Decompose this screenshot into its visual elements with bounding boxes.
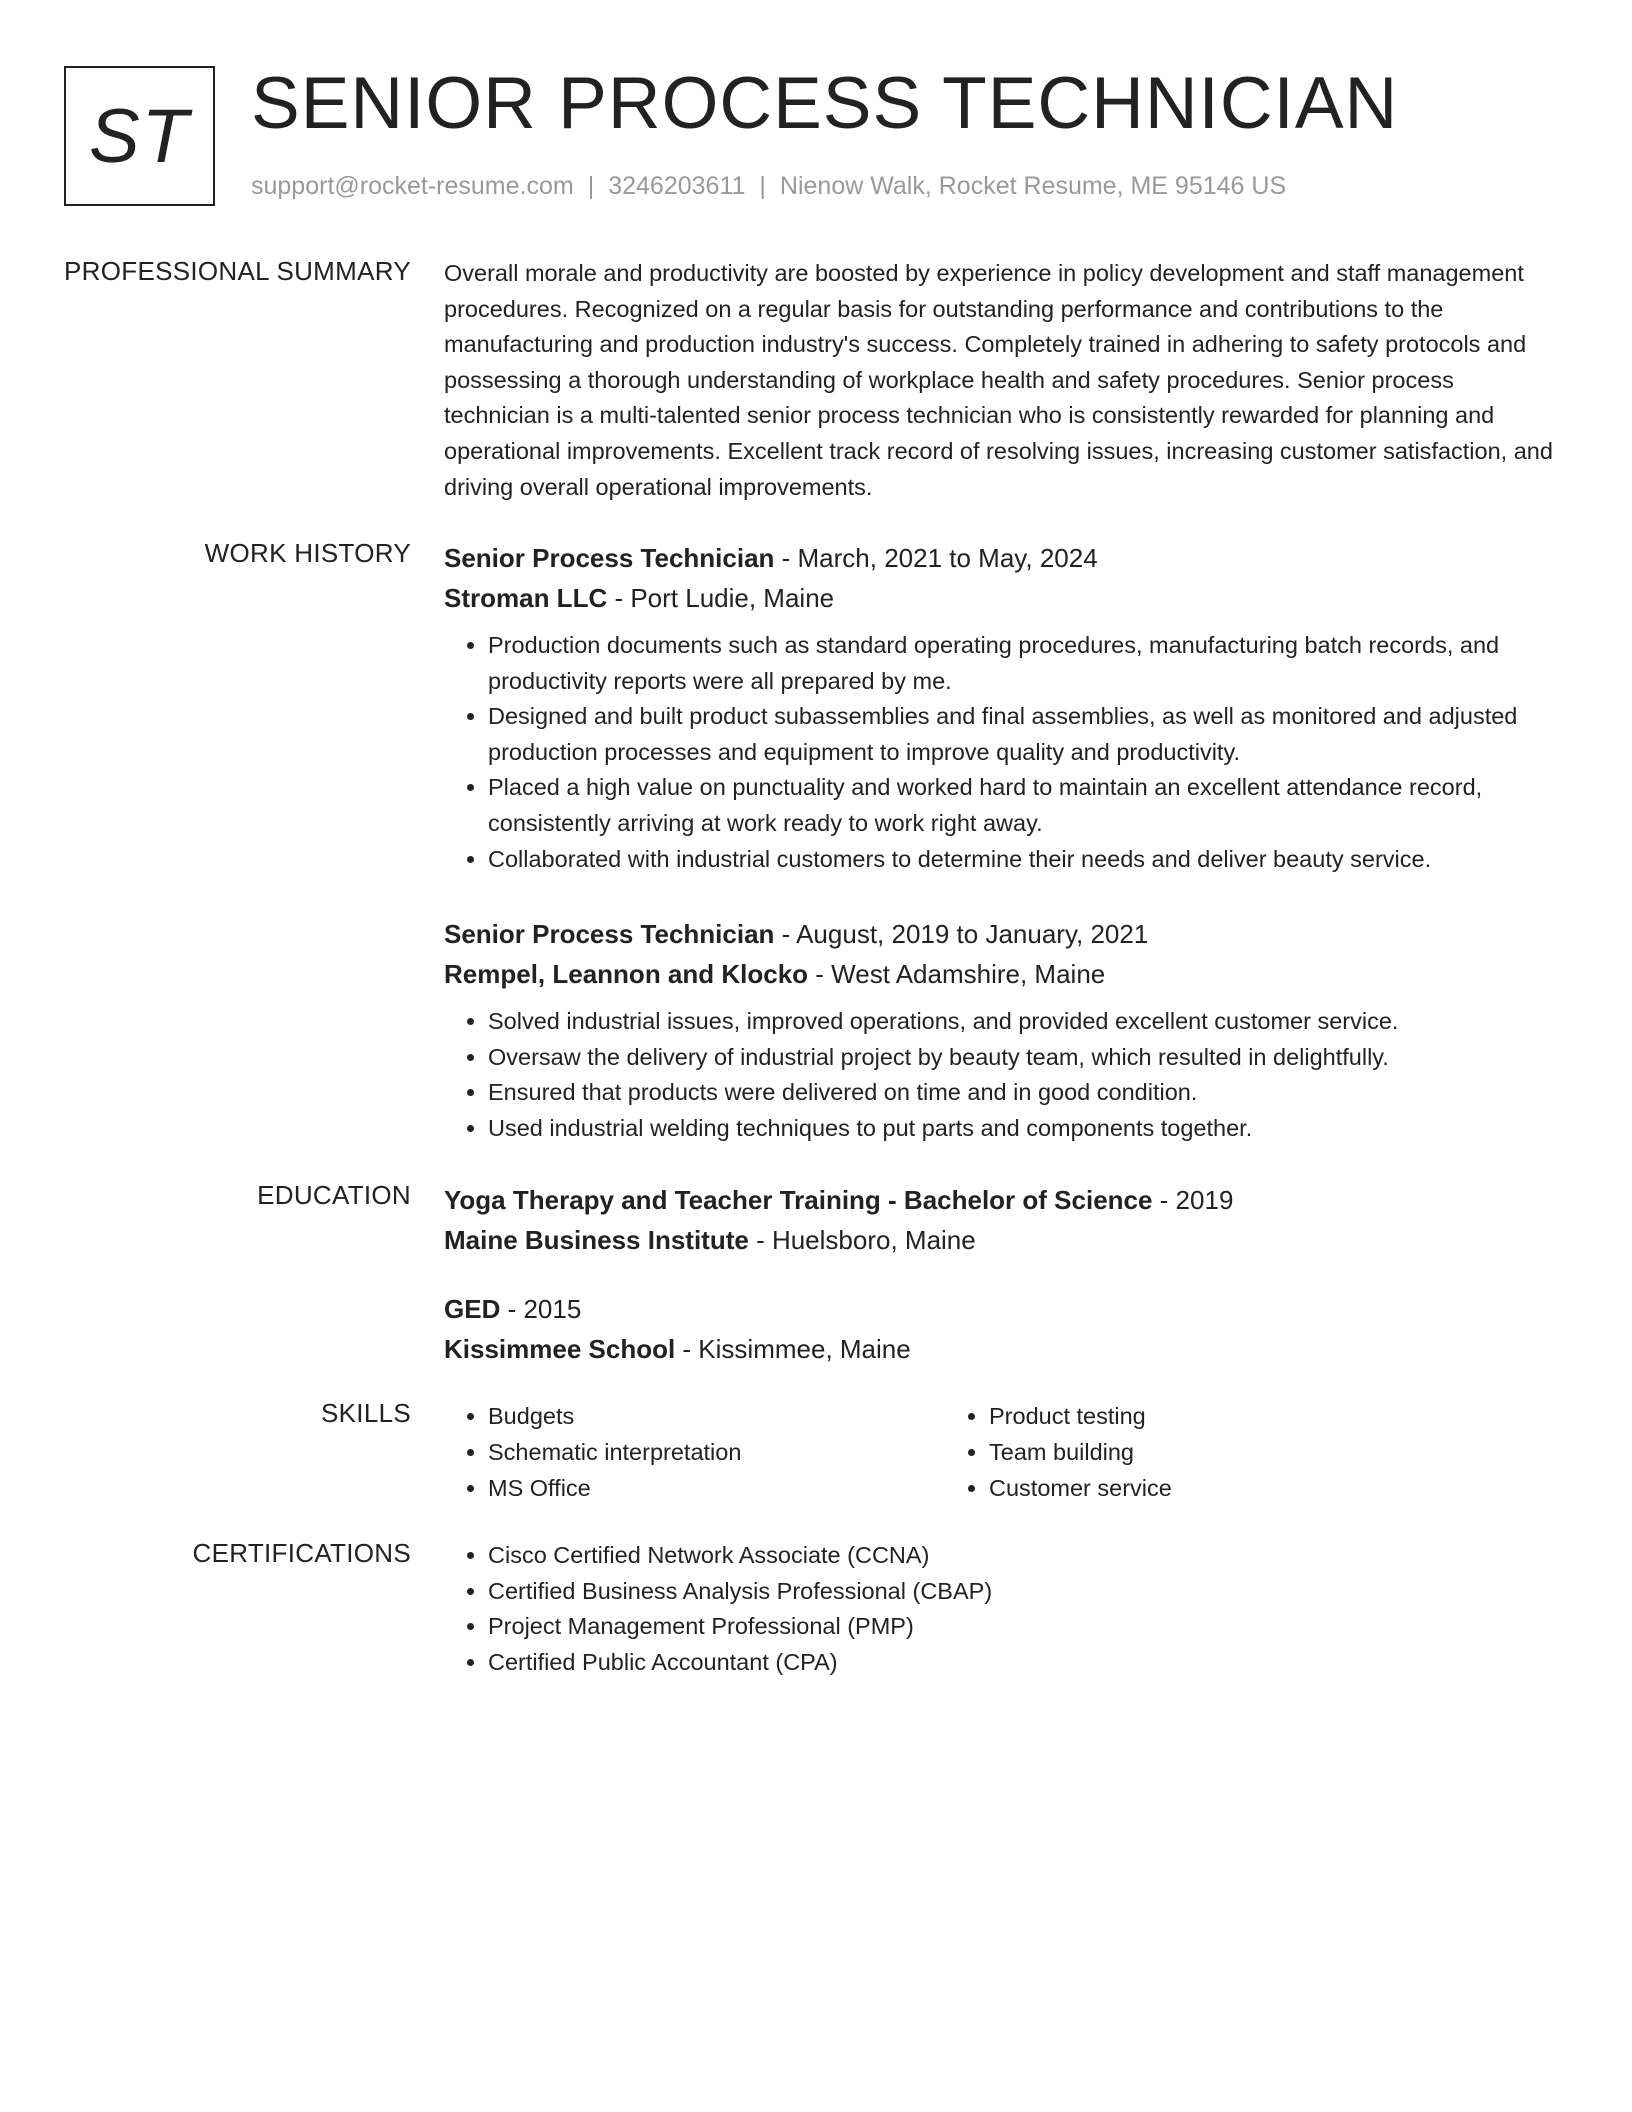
job-title: Senior Process Technician	[444, 919, 775, 949]
resume-title: SENIOR PROCESS TECHNICIAN	[251, 63, 1399, 144]
degree-line	[444, 1289, 1564, 1329]
school-line	[444, 1220, 1564, 1260]
job-company: Rempel, Leannon and Klocko	[444, 959, 809, 989]
school: Kissimmee School	[444, 1334, 676, 1364]
list-item: • Certified Public Accountant (CPA)	[488, 1645, 1564, 1681]
school-line	[444, 1329, 1564, 1369]
list-item: • Ensured that products were delivered on time and in good condition.	[488, 1075, 1564, 1111]
skills-list-left	[444, 1398, 945, 1506]
degree-line	[444, 1180, 1564, 1220]
list-item: • Cisco Certified Network Associate (CCNA)	[488, 1538, 1564, 1574]
resume-header	[64, 63, 1564, 210]
job-location: - West Adamshire, Maine	[808, 959, 1106, 989]
list-item: • Schematic interpretation	[488, 1434, 945, 1470]
education-entry	[444, 1289, 1564, 1369]
section-label-skills: SKILLS	[321, 1398, 411, 1428]
job-bullets	[444, 628, 1564, 877]
monogram-badge: ST	[64, 66, 215, 206]
list-item: • Certified Business Analysis Professional (CBAP)	[488, 1574, 1564, 1610]
list-item: • Customer service	[989, 1470, 1446, 1506]
degree: GED	[444, 1294, 501, 1324]
section-label-certifications: CERTIFICATIONS	[192, 1538, 411, 1568]
skills-columns	[444, 1398, 1564, 1506]
list-item: • Designed and built product subassemblies and final assemblies, as well as monitored and adjusted production processes and equipment to improve quality and productivity.	[488, 699, 1564, 770]
job-title-line	[444, 914, 1564, 954]
section-label-education: EDUCATION	[257, 1180, 411, 1210]
contact-separator: |	[587, 172, 595, 200]
list-item: • Oversaw the delivery of industrial project by beauty team, which resulted in delightfully.	[488, 1040, 1564, 1076]
job-entry	[444, 538, 1564, 877]
section-label-work-history: WORK HISTORY	[204, 538, 411, 568]
degree-year: - 2015	[500, 1294, 582, 1324]
list-item: • Product testing	[989, 1398, 1446, 1434]
certifications-list	[444, 1538, 1564, 1680]
job-dates: - August, 2019 to January, 2021	[774, 919, 1149, 949]
job-dates: - March, 2021 to May, 2024	[774, 543, 1098, 573]
education-entry	[444, 1180, 1564, 1260]
list-item: • Collaborated with industrial customers to determine their needs and deliver beauty service.	[488, 842, 1564, 878]
contact-email: support@rocket-resume.com	[251, 172, 574, 200]
degree: Yoga Therapy and Teacher Training - Bachelor of Science	[444, 1185, 1153, 1215]
list-item: • Used industrial welding techniques to put parts and components together.	[488, 1111, 1564, 1147]
list-item: • Project Management Professional (PMP)	[488, 1609, 1564, 1645]
skills-list-right	[945, 1398, 1446, 1506]
contact-phone: 3246203611	[608, 172, 746, 200]
list-item: • Placed a high value on punctuality and worked hard to maintain an excellent attendance record, consistently arriving at work ready to work right away.	[488, 770, 1564, 841]
job-company: Stroman LLC	[444, 583, 608, 613]
contact-address: Nienow Walk, Rocket Resume, ME 95146 US	[779, 172, 1287, 200]
job-bullets	[444, 1004, 1564, 1146]
school: Maine Business Institute	[444, 1225, 749, 1255]
school-location: - Kissimmee, Maine	[675, 1334, 911, 1364]
job-title: Senior Process Technician	[444, 543, 775, 573]
list-item: • Budgets	[488, 1398, 945, 1434]
job-company-line	[444, 954, 1564, 994]
list-item: • Team building	[989, 1434, 1446, 1470]
school-location: - Huelsboro, Maine	[748, 1225, 976, 1255]
section-label-summary: PROFESSIONAL SUMMARY	[64, 256, 411, 286]
job-title-line	[444, 538, 1564, 578]
job-company-line	[444, 578, 1564, 618]
summary-text: Overall morale and productivity are boosted by experience in policy development and staff management procedures. Recognized on a regular basis for outstanding performance and contributions to the manufacturing and production industry's success. Completely trained in adhering to safety protocols and possessing a thorough understanding of workplace health and safety procedures. Senior process technician is a multi-talented senior process technician who is consistently rewarded for planning and operational improvements. Excellent track record of resolving issues, increasing customer satisfaction, and driving overall operational improvements.	[444, 260, 1553, 500]
list-item: • Solved industrial issues, improved operations, and provided excellent customer service.	[488, 1004, 1564, 1040]
contact-separator: |	[759, 172, 766, 200]
degree-year: - 2019	[1152, 1185, 1234, 1215]
list-item: • Production documents such as standard operating procedures, manufacturing batch records, and productivity reports were all prepared by me.	[488, 628, 1564, 699]
job-location: - Port Ludie, Maine	[607, 583, 835, 613]
contact-line	[251, 172, 1286, 201]
list-item: • MS Office	[488, 1470, 945, 1506]
job-entry	[444, 914, 1564, 1146]
